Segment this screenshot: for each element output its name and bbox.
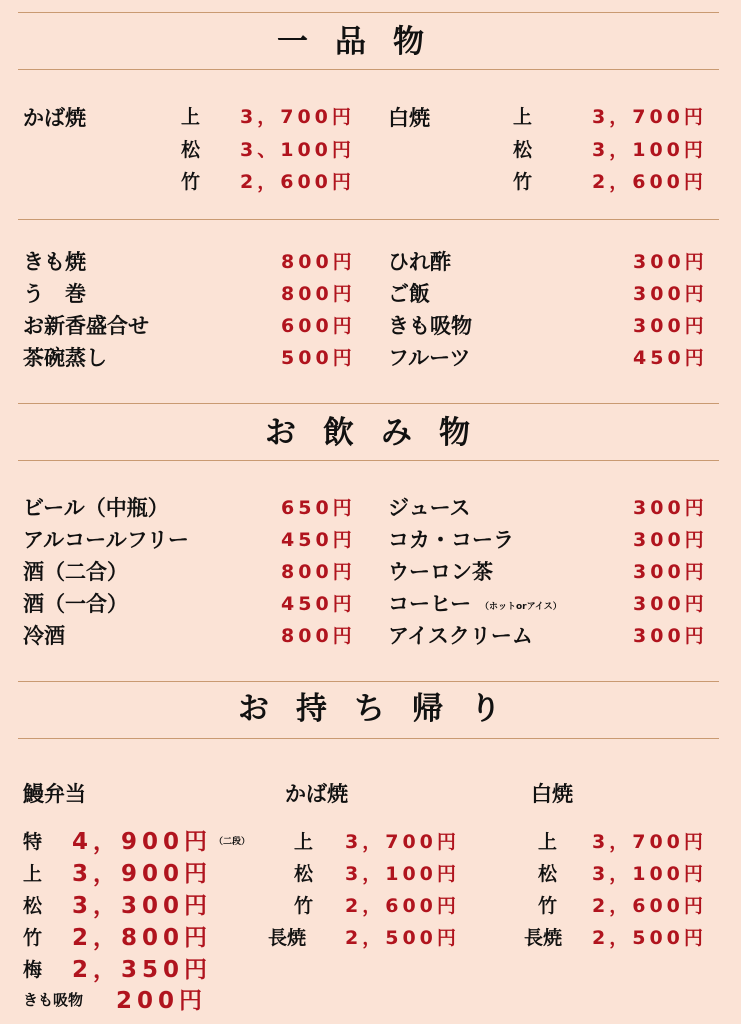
- drink-name: 酒（一合）: [23, 592, 128, 616]
- takeout-title-shirayaki: 白焼: [531, 782, 573, 806]
- grade-label: 松: [294, 863, 314, 885]
- menu-item-name: 茶碗蒸し: [23, 346, 107, 370]
- drink-price: 300円: [633, 529, 708, 551]
- menu-item-name: きも吸物: [388, 314, 472, 338]
- menu-item-name: きも焼: [23, 250, 86, 274]
- drink-name: 冷酒: [23, 624, 65, 648]
- section-heading-ippin: 一品物: [277, 24, 451, 60]
- drink-name: ジュース: [388, 496, 471, 520]
- menu-item-price: 300円: [633, 283, 708, 305]
- price: 3，100円: [345, 863, 460, 885]
- price: 2，500円: [345, 927, 460, 949]
- takeout-title-bento: 鰻弁当: [23, 782, 86, 806]
- drink-price: 650円: [281, 497, 356, 519]
- section-heading-takeout: お持ち帰り: [238, 691, 528, 727]
- menu-item-name: ひれ酢: [388, 250, 451, 274]
- price: 2，500円: [592, 927, 707, 949]
- price: 2，600円: [592, 895, 707, 917]
- grade-label: 上: [294, 831, 314, 853]
- drink-name: アイスクリーム: [388, 624, 533, 648]
- drink-price: 450円: [281, 529, 356, 551]
- menu-item-price: 800円: [281, 283, 356, 305]
- grade-label: 松: [23, 895, 43, 917]
- takeout-title-kabayaki: かば焼: [285, 782, 348, 806]
- grade-label: 特: [23, 831, 43, 853]
- grade-label: 上: [538, 831, 558, 853]
- price: 3，700円: [592, 831, 707, 853]
- section-heading-drinks: お飲み物: [265, 415, 497, 451]
- drink-name: ビール（中瓶）: [23, 496, 169, 520]
- divider: [18, 69, 719, 70]
- price: 2，800円: [72, 925, 213, 951]
- drink-name: コーヒー: [388, 592, 472, 616]
- grade-label: 上: [513, 106, 533, 128]
- price: 2，350円: [72, 957, 213, 983]
- menu-item-price: 600円: [281, 315, 356, 337]
- drink-price: 800円: [281, 625, 356, 647]
- drink-price: 300円: [633, 625, 708, 647]
- menu-item-name: う 巻: [23, 282, 86, 306]
- drink-name: アルコールフリー: [23, 528, 189, 552]
- drink-price: 300円: [633, 593, 708, 615]
- price: 3、100円: [240, 139, 355, 161]
- drink-price: 300円: [633, 497, 708, 519]
- drink-note: （ホットorアイス）: [480, 602, 562, 612]
- price: 3，700円: [592, 106, 707, 128]
- grade-label: 竹: [181, 171, 201, 193]
- menu-item-price: 300円: [633, 251, 708, 273]
- shirayaki-label: 白焼: [388, 106, 430, 130]
- menu-item-price: 800円: [281, 251, 356, 273]
- divider: [18, 403, 719, 404]
- kabayaki-label: かば焼: [23, 106, 86, 130]
- price: 200円: [116, 988, 208, 1014]
- grade-label: 竹: [513, 171, 533, 193]
- grade-label: 松: [538, 863, 558, 885]
- drink-name: 酒（二合）: [23, 560, 128, 584]
- drink-name: コカ・コーラ: [388, 528, 514, 552]
- divider: [18, 12, 719, 13]
- grade-label: 梅: [23, 959, 43, 981]
- grade-label: 竹: [294, 895, 314, 917]
- drink-price: 450円: [281, 593, 356, 615]
- price: 3，700円: [345, 831, 460, 853]
- price: 2，600円: [345, 895, 460, 917]
- price: 3，300円: [72, 893, 213, 919]
- grade-label: 長焼: [524, 927, 563, 949]
- drink-price: 800円: [281, 561, 356, 583]
- price: 3，100円: [592, 139, 707, 161]
- grade-label: 上: [23, 863, 43, 885]
- grade-label: 竹: [23, 927, 43, 949]
- grade-label: 松: [181, 139, 201, 161]
- menu-item-price: 450円: [633, 347, 708, 369]
- menu-item-name: お新香盛合せ: [23, 314, 149, 338]
- grade-label: 竹: [538, 895, 558, 917]
- menu-item-name: ご飯: [388, 282, 430, 306]
- price-note: （二段）: [214, 837, 251, 847]
- divider: [18, 219, 719, 220]
- menu-item-price: 500円: [281, 347, 356, 369]
- drink-name: ウーロン茶: [388, 560, 493, 584]
- divider: [18, 738, 719, 739]
- divider: [18, 460, 719, 461]
- drink-price: 300円: [633, 561, 708, 583]
- divider: [18, 681, 719, 682]
- price: 3，700円: [240, 106, 355, 128]
- menu-item-name: フルーツ: [388, 346, 471, 370]
- grade-label: 長焼: [268, 927, 307, 949]
- price: 4，900円: [72, 829, 213, 855]
- price: 2，600円: [592, 171, 707, 193]
- grade-label: 松: [513, 139, 533, 161]
- price: 2，600円: [240, 171, 355, 193]
- price: 3，100円: [592, 863, 707, 885]
- menu-item-price: 300円: [633, 315, 708, 337]
- grade-label: 上: [181, 106, 201, 128]
- price: 3，900円: [72, 861, 213, 887]
- grade-label: きも吸物: [23, 991, 84, 1009]
